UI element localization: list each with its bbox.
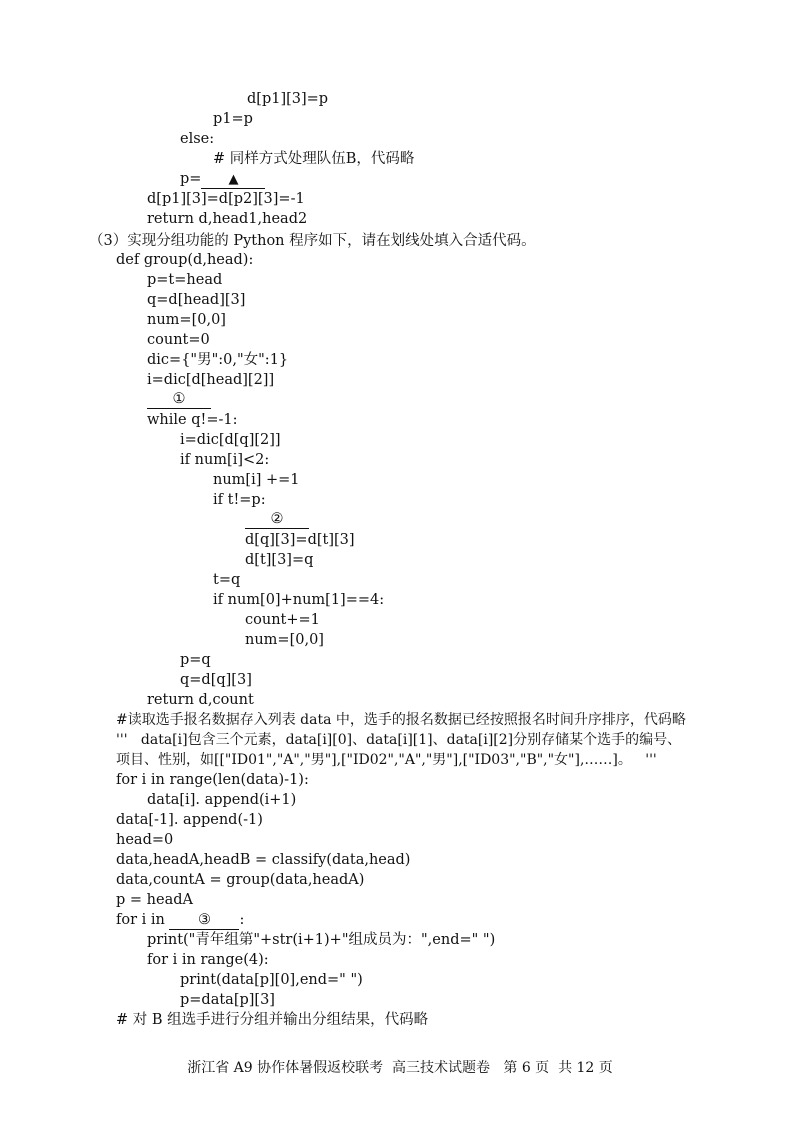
code-line: d[q][3]=d[t][3] [245, 532, 355, 548]
code-line: num[i] +=1 [213, 472, 300, 488]
code-line: p1=p [213, 111, 253, 127]
code-line: i=dic[d[q][2]] [180, 432, 281, 448]
code-line-blank [245, 509, 309, 529]
answer-blank-triangle[interactable]: ▲ [201, 171, 265, 189]
code-line: t=q [213, 572, 241, 588]
code-line: if num[i]<2: [180, 452, 270, 468]
code-line: p = headA [116, 892, 193, 908]
code-line: for i in range(4): [147, 952, 269, 968]
code-line: num=[0,0] [245, 632, 324, 648]
code-line: q=d[q][3] [180, 672, 252, 688]
code-line: data,headA,headB = classify(data,head) [116, 852, 411, 868]
code-line: count+=1 [245, 612, 320, 628]
code-line: p=data[p][3] [180, 992, 275, 1008]
answer-blank-2[interactable]: ② [245, 511, 309, 529]
code-line: return d,head1,head2 [147, 211, 308, 227]
code-line: head=0 [116, 832, 174, 848]
code-line: while q!=-1: [147, 412, 238, 428]
code-text: : [239, 912, 245, 928]
code-line: i=dic[d[head][2]] [147, 372, 275, 388]
code-line: d[p1][3]=p [247, 91, 329, 107]
code-line: print(data[p][0],end=" ") [180, 972, 363, 988]
code-line: q=d[head][3] [147, 292, 246, 308]
code-line: count=0 [147, 332, 210, 348]
code-line-blank [147, 389, 211, 409]
code-text: p= [180, 171, 202, 187]
code-text: for i in [116, 912, 170, 928]
answer-blank-1[interactable]: ① [147, 391, 211, 409]
code-line: p=t=head [147, 272, 223, 288]
code-line-blank [180, 169, 265, 189]
code-comment: 项目、性别，如[["ID01","A","男"],["ID02","A","男"],["ID03","B","女"],……]。 ''' [116, 752, 657, 768]
code-line-blank [116, 910, 244, 930]
code-line: data[-1]. append(-1) [116, 812, 263, 828]
question-3-prompt: （3）实现分组功能的 Python 程序如下，请在划线处填入合适代码。 [89, 233, 536, 249]
code-line: for i in range(len(data)-1): [116, 772, 309, 788]
answer-blank-3[interactable]: ③ [169, 912, 239, 930]
code-comment: #读取选手报名数据存入列表 data 中，选手的报名数据已经按照报名时间升序排序，代码略 [116, 712, 686, 728]
code-line: data[i]. append(i+1) [147, 792, 297, 808]
code-comment: # 对 B 组选手进行分组并输出分组结果，代码略 [116, 1012, 429, 1028]
code-line: def group(d,head): [116, 252, 254, 268]
code-comment: ''' data[i]包含三个元素，data[i][0]、data[i][1]、data[i][2]分别存储某个选手的编号、 [116, 732, 682, 748]
code-line: else: [180, 131, 215, 147]
code-line: dic={"男":0,"女":1} [147, 352, 289, 368]
code-line: if t!=p: [213, 492, 266, 508]
code-line: d[p1][3]=d[p2][3]=-1 [147, 191, 305, 207]
code-line: d[t][3]=q [245, 552, 314, 568]
code-line: data,countA = group(data,headA) [116, 872, 365, 888]
code-line: num=[0,0] [147, 312, 226, 328]
code-line: p=q [180, 652, 211, 668]
code-line: return d,count [147, 692, 254, 708]
code-comment: # 同样方式处理队伍B，代码略 [213, 151, 415, 167]
page-footer: 浙江省 A9 协作体暑假返校联考 高三技术试题卷 第 6 页 共 12 页 [187, 1060, 613, 1076]
code-line: if num[0]+num[1]==4: [213, 592, 385, 608]
code-line: print("青年组第"+str(i+1)+"组成员为：",end=" ") [147, 932, 496, 948]
